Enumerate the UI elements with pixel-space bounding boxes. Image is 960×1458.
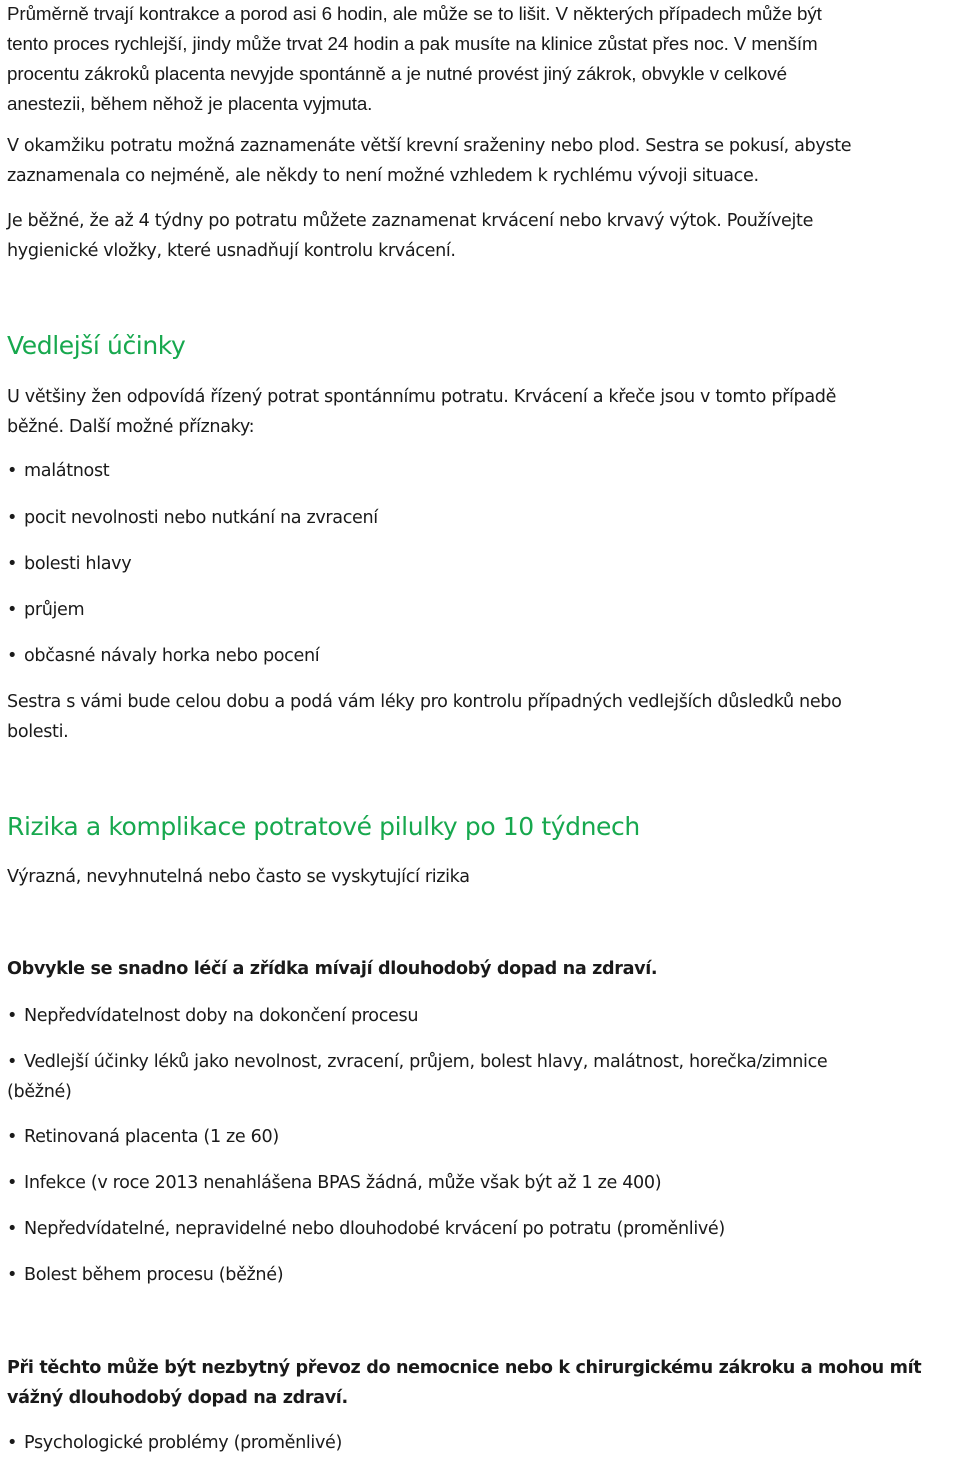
text-line: procentu zákroků placenta nevyjde spontánně a je nutné provést jiný zákrok, obvykle v celkové — [7, 63, 787, 84]
risk-list-item: • Infekce (v roce 2013 nenahlášena BPAS žádná, může však být až 1 ze 400) — [7, 1168, 957, 1198]
side-effects-intro — [7, 382, 957, 442]
text-line: Při těchto může být nezbytný převoz do nemocnice nebo k chirurgickému zákroku a mohou mít — [7, 1358, 922, 1378]
side-effects-outro — [7, 687, 957, 747]
intro-paragraph — [7, 0, 957, 119]
symptom-list-item: • průjem — [7, 595, 957, 625]
text-line: anestezii, během něhož je placenta vyjmuta. — [7, 93, 373, 114]
text-line: • Vedlejší účinky léků jako nevolnost, zvracení, průjem, bolest hlavy, malátnost, horečka/zimnice — [7, 1047, 957, 1077]
text-line: hygienické vložky, které usnadňují kontrolu krvácení. — [7, 241, 456, 261]
risks-subtitle: Výrazná, nevyhnutelná nebo často se vyskytující rizika — [7, 867, 470, 887]
risk-list-item: • Nepředvídatelné, nepravidelné nebo dlouhodobé krvácení po potratu (proměnlivé) — [7, 1214, 957, 1244]
symptom-list-item: • občasné návaly horka nebo pocení — [7, 641, 957, 671]
clots-paragraph — [7, 131, 957, 191]
text-line: (běžné) — [7, 1082, 72, 1102]
text-line: Je běžné, že až 4 týdny po potratu můžete zaznamenat krvácení nebo krvavý výtok. Používejte — [7, 211, 814, 231]
symptom-list-item: • malátnost — [7, 456, 957, 486]
text-line: zaznamenala co nejméně, ale někdy to není možné vzhledem k rychlému vývoji situace. — [7, 166, 759, 186]
risk-list-item: • Nepředvídatelnost doby na dokončení procesu — [7, 1001, 957, 1031]
symptom-list-item: • pocit nevolnosti nebo nutkání na zvracení — [7, 503, 957, 533]
text-line: Sestra s vámi bude celou dobu a podá vám léky pro kontrolu případných vedlejších důsledků nebo — [7, 692, 842, 712]
risk-group-1-heading: Obvykle se snadno léčí a zřídka mívají dlouhodobý dopad na zdraví. — [7, 959, 658, 979]
symptom-list-item: • bolesti hlavy — [7, 549, 957, 579]
text-line: U většiny žen odpovídá řízený potrat spontánnímu potratu. Krvácení a křeče jsou v tomto případě — [7, 387, 837, 407]
text-line: tento proces rychlejší, jindy může trvat 24 hodin a pak musíte na klinice zůstat přes noc. V menším — [7, 33, 818, 54]
side-effects-heading: Vedlejší účinky — [7, 331, 186, 360]
text-line: Průměrně trvají kontrakce a porod asi 6 hodin, ale může se to lišit. V některých případech může být — [7, 3, 822, 24]
risk-list-item: • Psychologické problémy (proměnlivé) — [7, 1428, 957, 1458]
risk-list-item: • Retinovaná placenta (1 ze 60) — [7, 1122, 957, 1152]
risks-heading: Rizika a komplikace potratové pilulky po 10 týdnech — [7, 812, 640, 841]
text-line: V okamžiku potratu možná zaznamenáte větší krevní sraženiny nebo plod. Sestra se pokusí, abyste — [7, 136, 852, 156]
text-line: běžné. Další možné příznaky: — [7, 417, 255, 437]
risk-list-item: • Bolest během procesu (běžné) — [7, 1260, 957, 1290]
bleeding-paragraph — [7, 206, 957, 266]
text-line: vážný dlouhodobý dopad na zdraví. — [7, 1388, 348, 1408]
risk-group-2-heading — [7, 1353, 957, 1413]
risk-list-item — [7, 1047, 957, 1107]
text-line: bolesti. — [7, 722, 69, 742]
